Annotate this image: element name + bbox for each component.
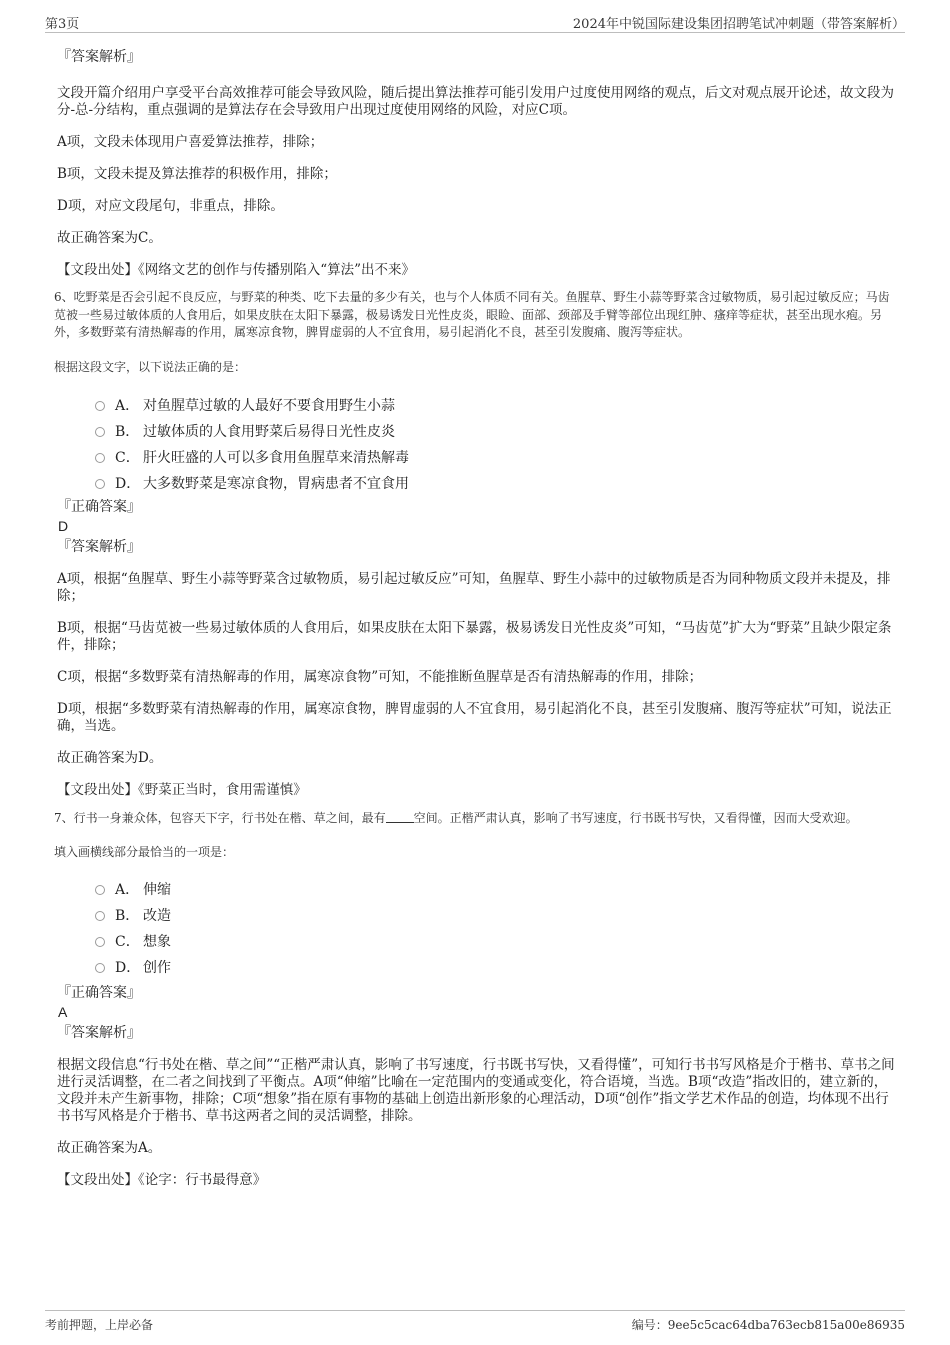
q5-analysis-label: 『答案解析』 bbox=[57, 49, 141, 65]
q7-correct-label: 『正确答案』 bbox=[57, 985, 141, 1001]
option-key: A． bbox=[115, 398, 140, 414]
radio-icon[interactable] bbox=[95, 937, 105, 947]
q7-analysis-2: 故正确答案为A。 bbox=[57, 1140, 162, 1156]
option-text: 想象 bbox=[143, 934, 171, 950]
page-content bbox=[54, 42, 897, 1189]
option-key: C． bbox=[115, 934, 140, 950]
q6-question: 根据这段文字，以下说法正确的是： bbox=[54, 359, 247, 374]
q7-options bbox=[57, 877, 897, 981]
q6-source: 【文段出处】《野菜正当时，食用需谨慎》 bbox=[57, 782, 307, 798]
option-key: B． bbox=[115, 908, 140, 924]
option-key: B． bbox=[115, 424, 140, 440]
q6-analysis-label: 『答案解析』 bbox=[57, 539, 141, 555]
q7-analysis-1: 根据文段信息“行书处在楷、草之间”“正楷严肃认真，影响了书写速度，行书既书写快，又看得懂”，可知行书书写风格是介于楷书、草书之间进行灵活调整，在二者之间找到了平衡点。A项“伸缩”比喻在一定范围内的变通或变化，符合语境，当选。B项“改造”指改旧的，建立新的，文段并未产生新事物，排除；C项“想象”指在原有事物的基础上创造出新形象的心理活动，D项“创作”指文学艺术作品的创造，均体现不出行书书写风格是介于楷书、草书这两者之间的灵活调整，排除。 bbox=[57, 1057, 895, 1124]
option-text: 对鱼腥草过敏的人最好不要食用野生小蒜 bbox=[143, 398, 395, 414]
q5-analysis-3: B项，文段未提及算法推荐的积极作用，排除； bbox=[57, 166, 337, 182]
q7-source: 【文段出处】《论字：行书最得意》 bbox=[57, 1172, 267, 1188]
page-header bbox=[45, 10, 905, 33]
q7-option-b[interactable] bbox=[95, 903, 897, 929]
q7-correct-answer: A bbox=[58, 1004, 68, 1020]
fill-blank bbox=[386, 810, 414, 823]
q5-analysis-5: 故正确答案为C。 bbox=[57, 230, 162, 246]
q6-options bbox=[57, 393, 897, 497]
option-text: 过敏体质的人食用野菜后易得日光性皮炎 bbox=[143, 424, 395, 440]
footer-slogan: 考前押题，上岸必备 bbox=[45, 1318, 154, 1332]
q7-option-c[interactable] bbox=[95, 929, 897, 955]
radio-icon[interactable] bbox=[95, 401, 105, 411]
q5-analysis-4: D项，对应文段尾句，非重点，排除。 bbox=[57, 198, 284, 214]
option-text: 大多数野菜是寒凉食物，胃病患者不宜食用 bbox=[143, 476, 409, 492]
q7-stem-after: 空间。正楷严肃认真，影响了书写速度，行书既书写快，又看得懂，因而大受欢迎。 bbox=[413, 811, 858, 825]
q6-option-b[interactable] bbox=[95, 419, 897, 445]
q6-analysis-3: C项，根据“多数野菜有清热解毒的作用，属寒凉食物”可知，不能推断鱼腥草是否有清热解毒的作用，排除； bbox=[57, 669, 703, 685]
q5-source: 【文段出处】《网络文艺的创作与传播别陷入“算法”出不来》 bbox=[57, 262, 416, 278]
q6-option-c[interactable] bbox=[95, 445, 897, 471]
q6-option-a[interactable] bbox=[95, 393, 897, 419]
q7-stem-before: 7、行书一身兼众体，包容天下字，行书处在楷、草之间，最有 bbox=[54, 811, 386, 825]
question-7 bbox=[54, 810, 897, 1189]
page-number: 第3页 bbox=[45, 17, 80, 32]
document-id: 编号：9ee5c5cac64dba763ecb815a00e86935 bbox=[631, 1318, 905, 1332]
q5-analysis-1: 文段开篇介绍用户享受平台高效推荐可能会导致风险，随后提出算法推荐可能引发用户过度使用网络的观点，后文对观点展开论述，故文段为分-总-分结构，重点强调的是算法存在会导致用户出现过度使用网络的风险，对应C项。 bbox=[57, 85, 894, 118]
option-key: A． bbox=[115, 882, 140, 898]
q6-option-d[interactable] bbox=[95, 471, 897, 497]
q6-analysis-4: D项，根据“多数野菜有清热解毒的作用，属寒凉食物，脾胃虚弱的人不宜食用，易引起消化不良，甚至引发腹痛、腹泻等症状”可知，说法正确，当选。 bbox=[57, 701, 892, 734]
radio-icon[interactable] bbox=[95, 479, 105, 489]
page-footer bbox=[45, 1310, 905, 1337]
option-text: 肝火旺盛的人可以多食用鱼腥草来清热解毒 bbox=[143, 450, 409, 466]
radio-icon[interactable] bbox=[95, 885, 105, 895]
q7-question: 填入画横线部分最恰当的一项是： bbox=[54, 844, 235, 859]
option-text: 伸缩 bbox=[143, 882, 171, 898]
q7-stem bbox=[54, 810, 897, 828]
q6-stem: 6、吃野菜是否会引起不良反应，与野菜的种类、吃下去量的多少有关，也与个人体质不同有关。鱼腥草、野生小蒜等野菜含过敏物质，易引起过敏反应；马齿苋被一些易过敏体质的人食用后，如果皮肤在太阳下暴露，极易诱发日光性皮炎，眼睑、面部、颈部及手臂等部位出现红肿、瘙痒等症状，甚至出现水疱。另外，多数野菜有清热解毒的作用，属寒凉食物，脾胃虚弱的人不宜食用，易引起消化不良，甚至引发腹痛、腹泻等症状。 bbox=[54, 290, 890, 339]
option-text: 改造 bbox=[143, 908, 171, 924]
option-text: 创作 bbox=[143, 960, 171, 976]
q7-option-a[interactable] bbox=[95, 877, 897, 903]
q5-tail bbox=[57, 47, 897, 279]
q5-analysis-2: A项，文段未体现用户喜爱算法推荐，排除； bbox=[57, 134, 324, 150]
q6-correct-answer: D bbox=[58, 518, 69, 534]
radio-icon[interactable] bbox=[95, 427, 105, 437]
q6-correct-label: 『正确答案』 bbox=[57, 499, 141, 515]
option-key: D． bbox=[115, 960, 141, 976]
q6-analysis-1: A项，根据“鱼腥草、野生小蒜等野菜含过敏物质，易引起过敏反应”可知，鱼腥草、野生小蒜中的过敏物质是否为同种物质文段并未提及，排除； bbox=[57, 571, 891, 604]
option-key: C． bbox=[115, 450, 140, 466]
question-6 bbox=[54, 289, 897, 799]
option-key: D． bbox=[115, 476, 141, 492]
q6-analysis-5: 故正确答案为D。 bbox=[57, 750, 163, 766]
radio-icon[interactable] bbox=[95, 453, 105, 463]
radio-icon[interactable] bbox=[95, 963, 105, 973]
q7-option-d[interactable] bbox=[95, 955, 897, 981]
document-title: 2024年中锐国际建设集团招聘笔试冲刺题（带答案解析） bbox=[572, 17, 905, 32]
q6-analysis-2: B项，根据“马齿苋被一些易过敏体质的人食用后，如果皮肤在太阳下暴露，极易诱发日光性皮炎”可知，“马齿苋”扩大为“野菜”且缺少限定条件，排除； bbox=[57, 620, 892, 653]
radio-icon[interactable] bbox=[95, 911, 105, 921]
q7-analysis-label: 『答案解析』 bbox=[57, 1025, 141, 1041]
